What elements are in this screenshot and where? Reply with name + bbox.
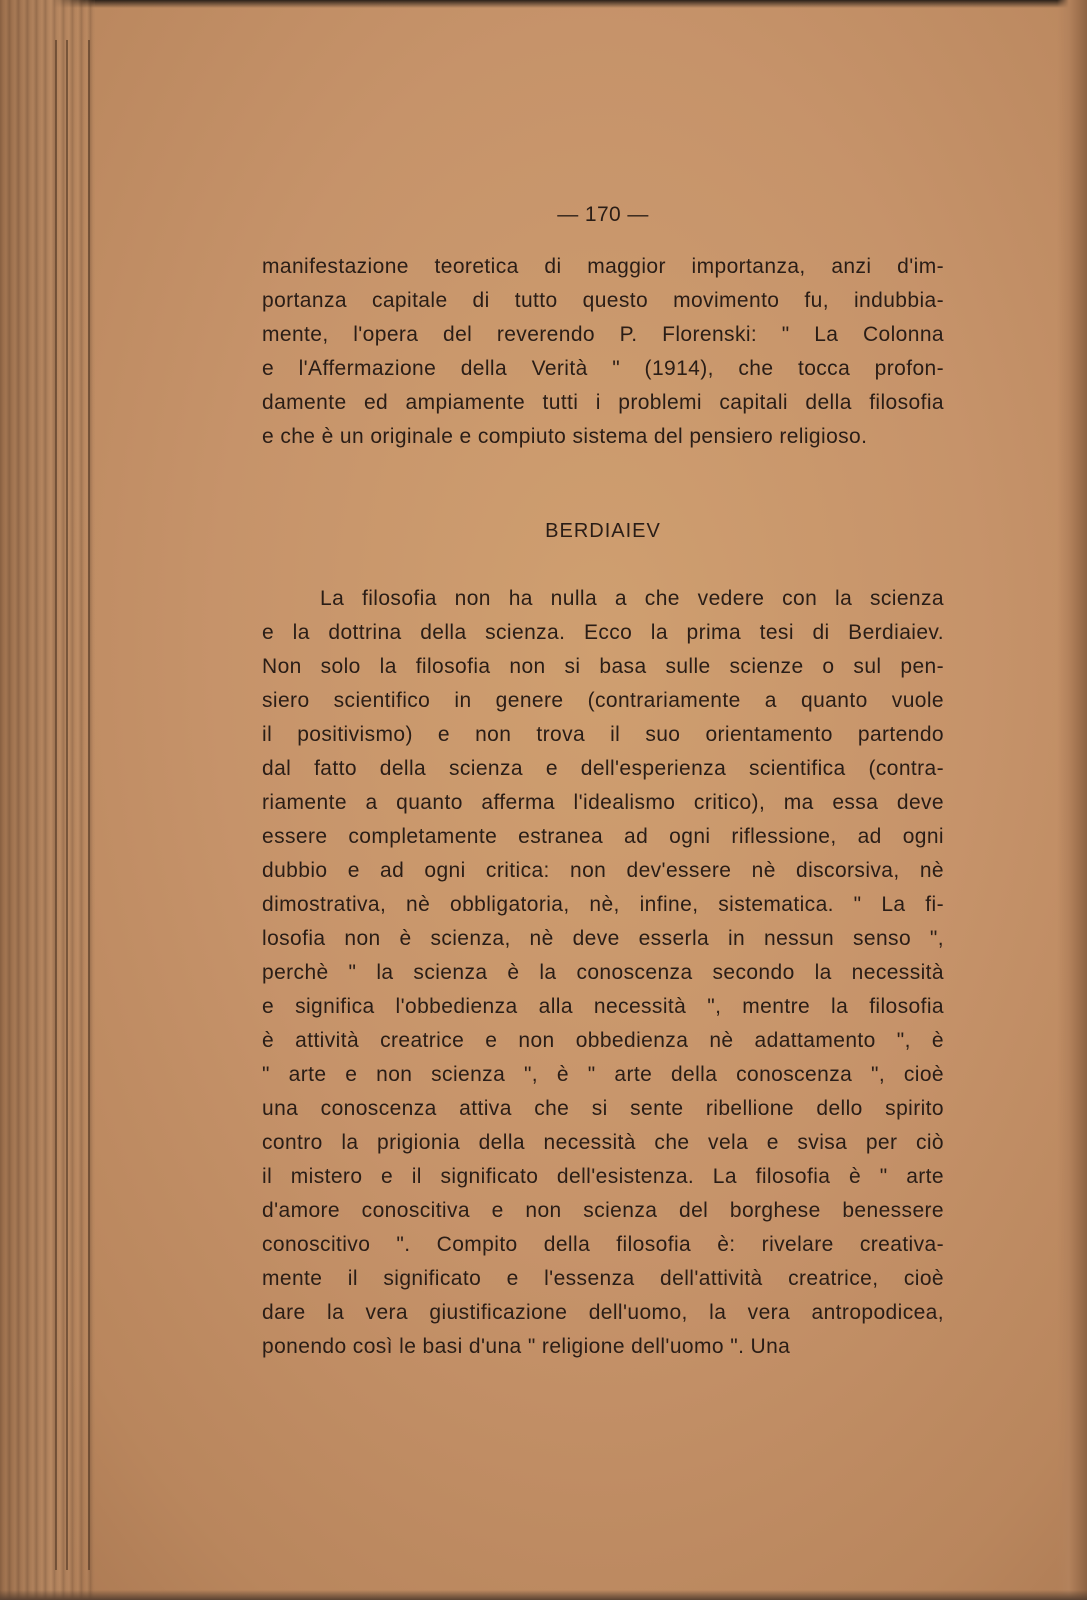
- text-line: d'amore conoscitiva e non scienza del borghese benessere: [262, 1199, 944, 1222]
- text-line: il positivismo) e non trova il suo orientamento partendo: [262, 723, 944, 746]
- section-heading: BERDIAIEV: [545, 520, 661, 542]
- text-line: è attività creatrice e non obbedienza nè adattamento ", è: [262, 1029, 944, 1052]
- text-line: siero scientifico in genere (contrariamente a quanto vuole: [262, 689, 944, 712]
- text-line: La filosofia non ha nulla a che vedere con la scienza: [320, 587, 944, 610]
- text-line: losofia non è scienza, nè deve esserla in nessun senso ",: [262, 927, 944, 950]
- text-line: portanza capitale di tutto questo movimento fu, indubbia-: [262, 289, 944, 312]
- text-line: una conoscenza attiva che si sente ribellione dello spirito: [262, 1097, 944, 1120]
- text-line: e significa l'obbedienza alla necessità ", mentre la filosofia: [262, 995, 944, 1018]
- page-number: — 170 —: [557, 203, 649, 226]
- text-line: mente il significato e l'essenza dell'attività creatrice, cioè: [262, 1267, 944, 1290]
- text-line: Non solo la filosofia non si basa sulle scienze o sul pen-: [262, 655, 944, 678]
- book-binding-edge: [0, 0, 95, 1600]
- text-line: riamente a quanto afferma l'idealismo critico), ma essa deve: [262, 791, 944, 814]
- text-line: il mistero e il significato dell'esistenza. La filosofia è " arte: [262, 1165, 944, 1188]
- text-line: e l'Affermazione della Verità " (1914), che tocca profon-: [262, 357, 944, 380]
- binding-line: [88, 40, 90, 1570]
- text-line: perchè " la scienza è la conoscenza secondo la necessità: [262, 961, 944, 984]
- text-line: essere completamente estranea ad ogni riflessione, ad ogni: [262, 825, 944, 848]
- page-bottom-edge: [0, 1590, 1087, 1600]
- binding-line: [66, 40, 68, 1570]
- text-line: contro la prigionia della necessità che vela e svisa per ciò: [262, 1131, 944, 1154]
- text-line: e che è un originale e compiuto sistema del pensiero religioso.: [262, 425, 868, 448]
- text-line: dimostrativa, nè obbligatoria, nè, infine, sistematica. " La fi-: [262, 893, 944, 916]
- text-line: dare la vera giustificazione dell'uomo, la vera antropodicea,: [262, 1301, 944, 1324]
- text-line: manifestazione teoretica di maggior importanza, anzi d'im-: [262, 255, 944, 278]
- page-text: [262, 200, 944, 1364]
- paragraph-florenski: [262, 250, 944, 454]
- text-line: " arte e non scienza ", è " arte della conoscenza ", cioè: [262, 1063, 944, 1086]
- page-right-edge: [1057, 0, 1087, 1600]
- text-line: mente, l'opera del reverendo P. Florenski: " La Colonna: [262, 323, 944, 346]
- page-top-edge: [0, 0, 1087, 8]
- text-line: dubbio e ad ogni critica: non dev'essere nè discorsiva, nè: [262, 859, 944, 882]
- text-line: e la dottrina della scienza. Ecco la prima tesi di Berdiaiev.: [262, 621, 944, 644]
- paragraph-berdiaiev: [262, 582, 944, 1364]
- text-line: dal fatto della scienza e dell'esperienza scientifica (contra-: [262, 757, 944, 780]
- text-line: damente ed ampiamente tutti i problemi capitali della filosofia: [262, 391, 944, 414]
- text-line: ponendo così le basi d'una " religione dell'uomo ". Una: [262, 1335, 791, 1358]
- binding-line: [55, 40, 57, 1570]
- text-line: conoscitivo ". Compito della filosofia è: rivelare creativa-: [262, 1233, 944, 1256]
